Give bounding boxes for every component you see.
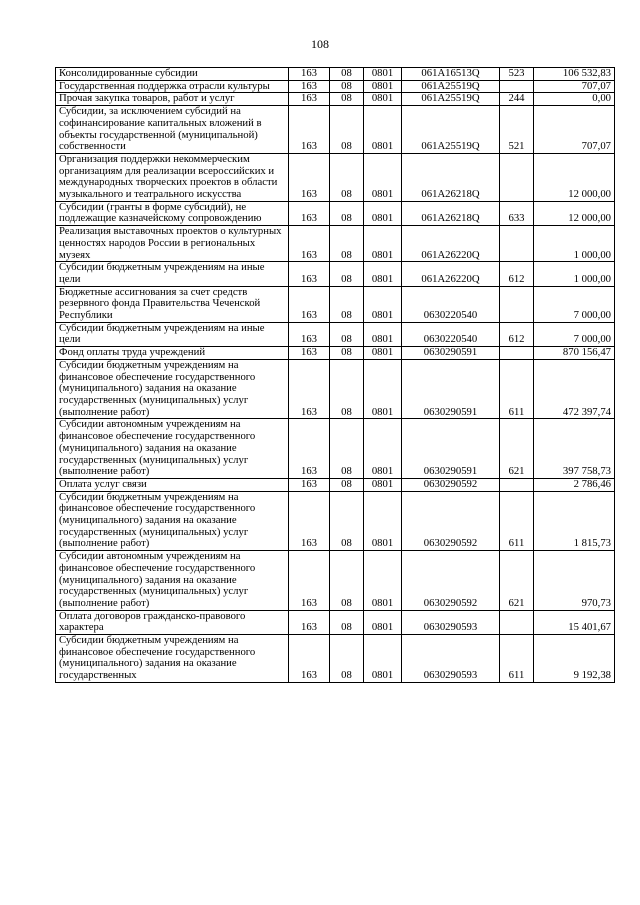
- budget-table: [55, 67, 615, 683]
- table-row: [56, 153, 615, 201]
- table-row: [56, 68, 615, 81]
- ministry-code-cell: 163: [289, 80, 330, 93]
- section-code-cell: 08: [330, 262, 364, 286]
- subsection-code-cell: 0801: [364, 80, 402, 93]
- section-code-cell: 08: [330, 610, 364, 634]
- ministry-code-cell: 163: [289, 610, 330, 634]
- target-article-cell: 0630290591: [402, 359, 500, 419]
- expense-type-cell: 633: [500, 201, 534, 225]
- ministry-code-cell: 163: [289, 491, 330, 551]
- table-row: [56, 80, 615, 93]
- subsection-code-cell: 0801: [364, 68, 402, 81]
- amount-cell: 870 156,47: [534, 347, 615, 360]
- table-row: [56, 93, 615, 106]
- page-number: 108: [311, 37, 329, 51]
- amount-cell: 106 532,83: [534, 68, 615, 81]
- amount-cell: 7 000,00: [534, 286, 615, 322]
- amount-cell: 15 401,67: [534, 610, 615, 634]
- section-code-cell: 08: [330, 286, 364, 322]
- expense-name-cell: Субсидии автономным учреждениям на финансовое обеспечение государственного (муниципального) задания на оказание государственных (муниципальных) услуг (выполнение работ): [56, 551, 289, 611]
- subsection-code-cell: 0801: [364, 610, 402, 634]
- subsection-code-cell: 0801: [364, 478, 402, 491]
- amount-cell: 1 000,00: [534, 262, 615, 286]
- subsection-code-cell: 0801: [364, 106, 402, 154]
- ministry-code-cell: 163: [289, 322, 330, 346]
- amount-cell: 707,07: [534, 106, 615, 154]
- table-row: [56, 551, 615, 611]
- expense-type-cell: [500, 478, 534, 491]
- expense-type-cell: 612: [500, 262, 534, 286]
- expense-name-cell: Субсидии бюджетным учреждениям на иные цели: [56, 262, 289, 286]
- section-code-cell: 08: [330, 68, 364, 81]
- ministry-code-cell: 163: [289, 153, 330, 201]
- table-row: [56, 347, 615, 360]
- subsection-code-cell: 0801: [364, 226, 402, 262]
- table-row: [56, 491, 615, 551]
- expense-name-cell: Оплата договоров гражданско-правового характера: [56, 610, 289, 634]
- target-article-cell: 0630220540: [402, 286, 500, 322]
- ministry-code-cell: 163: [289, 551, 330, 611]
- target-article-cell: 061А25519Q: [402, 93, 500, 106]
- subsection-code-cell: 0801: [364, 551, 402, 611]
- expense-name-cell: Субсидии бюджетным учреждениям на финансовое обеспечение государственного (муниципального) задания на оказание государственных: [56, 635, 289, 683]
- subsection-code-cell: 0801: [364, 347, 402, 360]
- amount-cell: 970,73: [534, 551, 615, 611]
- subsection-code-cell: 0801: [364, 491, 402, 551]
- section-code-cell: 08: [330, 153, 364, 201]
- expense-type-cell: [500, 80, 534, 93]
- ministry-code-cell: 163: [289, 201, 330, 225]
- subsection-code-cell: 0801: [364, 322, 402, 346]
- section-code-cell: 08: [330, 80, 364, 93]
- expense-name-cell: Реализация выставочных проектов о культурных ценностях народов России в региональных музеях: [56, 226, 289, 262]
- table-row: [56, 635, 615, 683]
- expense-name-cell: Консолидированные субсидии: [56, 68, 289, 81]
- section-code-cell: 08: [330, 551, 364, 611]
- table-row: [56, 262, 615, 286]
- target-article-cell: 061А25519Q: [402, 80, 500, 93]
- expense-type-cell: [500, 286, 534, 322]
- target-article-cell: 0630290592: [402, 491, 500, 551]
- subsection-code-cell: 0801: [364, 635, 402, 683]
- table-row: [56, 106, 615, 154]
- section-code-cell: 08: [330, 635, 364, 683]
- subsection-code-cell: 0801: [364, 262, 402, 286]
- expense-name-cell: Оплата услуг связи: [56, 478, 289, 491]
- expense-type-cell: 521: [500, 106, 534, 154]
- amount-cell: 9 192,38: [534, 635, 615, 683]
- amount-cell: 2 786,46: [534, 478, 615, 491]
- target-article-cell: 061А16513Q: [402, 68, 500, 81]
- expense-type-cell: [500, 153, 534, 201]
- amount-cell: 0,00: [534, 93, 615, 106]
- section-code-cell: 08: [330, 106, 364, 154]
- target-article-cell: 0630220540: [402, 322, 500, 346]
- expense-type-cell: [500, 347, 534, 360]
- expense-name-cell: Фонд оплаты труда учреждений: [56, 347, 289, 360]
- amount-cell: 12 000,00: [534, 153, 615, 201]
- expense-name-cell: Прочая закупка товаров, работ и услуг: [56, 93, 289, 106]
- expense-name-cell: Организация поддержки некоммерческим организациям для реализации всероссийских и международных творческих проектов в области музыкального и театрального искусства: [56, 153, 289, 201]
- expense-name-cell: Субсидии бюджетным учреждениям на финансовое обеспечение государственного (муниципального) задания на оказание государственных (муниципальных) услуг (выполнение работ): [56, 491, 289, 551]
- target-article-cell: 0630290593: [402, 635, 500, 683]
- subsection-code-cell: 0801: [364, 153, 402, 201]
- expense-type-cell: 621: [500, 419, 534, 479]
- amount-cell: 397 758,73: [534, 419, 615, 479]
- ministry-code-cell: 163: [289, 93, 330, 106]
- expense-type-cell: 611: [500, 635, 534, 683]
- target-article-cell: 061А26218Q: [402, 153, 500, 201]
- target-article-cell: 0630290592: [402, 551, 500, 611]
- section-code-cell: 08: [330, 359, 364, 419]
- expense-type-cell: 612: [500, 322, 534, 346]
- section-code-cell: 08: [330, 93, 364, 106]
- expense-type-cell: 621: [500, 551, 534, 611]
- table-row: [56, 359, 615, 419]
- section-code-cell: 08: [330, 226, 364, 262]
- subsection-code-cell: 0801: [364, 359, 402, 419]
- expense-name-cell: Государственная поддержка отрасли культуры: [56, 80, 289, 93]
- ministry-code-cell: 163: [289, 226, 330, 262]
- target-article-cell: 0630290592: [402, 478, 500, 491]
- section-code-cell: 08: [330, 491, 364, 551]
- target-article-cell: 0630290591: [402, 419, 500, 479]
- target-article-cell: 0630290593: [402, 610, 500, 634]
- subsection-code-cell: 0801: [364, 286, 402, 322]
- expense-type-cell: [500, 610, 534, 634]
- target-article-cell: 061А26220Q: [402, 262, 500, 286]
- expense-name-cell: Субсидии, за исключением субсидий на софинансирование капитальных вложений в объекты государственной (муниципальной) собственности: [56, 106, 289, 154]
- section-code-cell: 08: [330, 419, 364, 479]
- ministry-code-cell: 163: [289, 106, 330, 154]
- expense-type-cell: 244: [500, 93, 534, 106]
- table-row: [56, 610, 615, 634]
- ministry-code-cell: 163: [289, 635, 330, 683]
- amount-cell: 472 397,74: [534, 359, 615, 419]
- section-code-cell: 08: [330, 201, 364, 225]
- section-code-cell: 08: [330, 347, 364, 360]
- table-row: [56, 286, 615, 322]
- ministry-code-cell: 163: [289, 359, 330, 419]
- ministry-code-cell: 163: [289, 347, 330, 360]
- amount-cell: 7 000,00: [534, 322, 615, 346]
- expense-name-cell: Субсидии автономным учреждениям на финансовое обеспечение государственного (муниципального) задания на оказание государственных (муниципальных) услуг (выполнение работ): [56, 419, 289, 479]
- ministry-code-cell: 163: [289, 478, 330, 491]
- table-row: [56, 322, 615, 346]
- table-row: [56, 226, 615, 262]
- table-row: [56, 419, 615, 479]
- expense-name-cell: Субсидии (гранты в форме субсидий), не подлежащие казначейскому сопровождению: [56, 201, 289, 225]
- target-article-cell: 061А26220Q: [402, 226, 500, 262]
- section-code-cell: 08: [330, 478, 364, 491]
- expense-name-cell: Субсидии бюджетным учреждениям на иные цели: [56, 322, 289, 346]
- expense-type-cell: 611: [500, 491, 534, 551]
- section-code-cell: 08: [330, 322, 364, 346]
- table-row: [56, 478, 615, 491]
- ministry-code-cell: 163: [289, 286, 330, 322]
- ministry-code-cell: 163: [289, 419, 330, 479]
- amount-cell: 1 000,00: [534, 226, 615, 262]
- subsection-code-cell: 0801: [364, 201, 402, 225]
- expense-type-cell: [500, 226, 534, 262]
- amount-cell: 707,07: [534, 80, 615, 93]
- target-article-cell: 061А25519Q: [402, 106, 500, 154]
- subsection-code-cell: 0801: [364, 93, 402, 106]
- subsection-code-cell: 0801: [364, 419, 402, 479]
- expense-name-cell: Бюджетные ассигнования за счет средств резервного фонда Правительства Чеченской Республики: [56, 286, 289, 322]
- expense-type-cell: 611: [500, 359, 534, 419]
- amount-cell: 12 000,00: [534, 201, 615, 225]
- amount-cell: 1 815,73: [534, 491, 615, 551]
- expense-type-cell: 523: [500, 68, 534, 81]
- expense-name-cell: Субсидии бюджетным учреждениям на финансовое обеспечение государственного (муниципального) задания на оказание государственных (муниципальных) услуг (выполнение работ): [56, 359, 289, 419]
- ministry-code-cell: 163: [289, 262, 330, 286]
- target-article-cell: 061А26218Q: [402, 201, 500, 225]
- target-article-cell: 0630290591: [402, 347, 500, 360]
- table-row: [56, 201, 615, 225]
- ministry-code-cell: 163: [289, 68, 330, 81]
